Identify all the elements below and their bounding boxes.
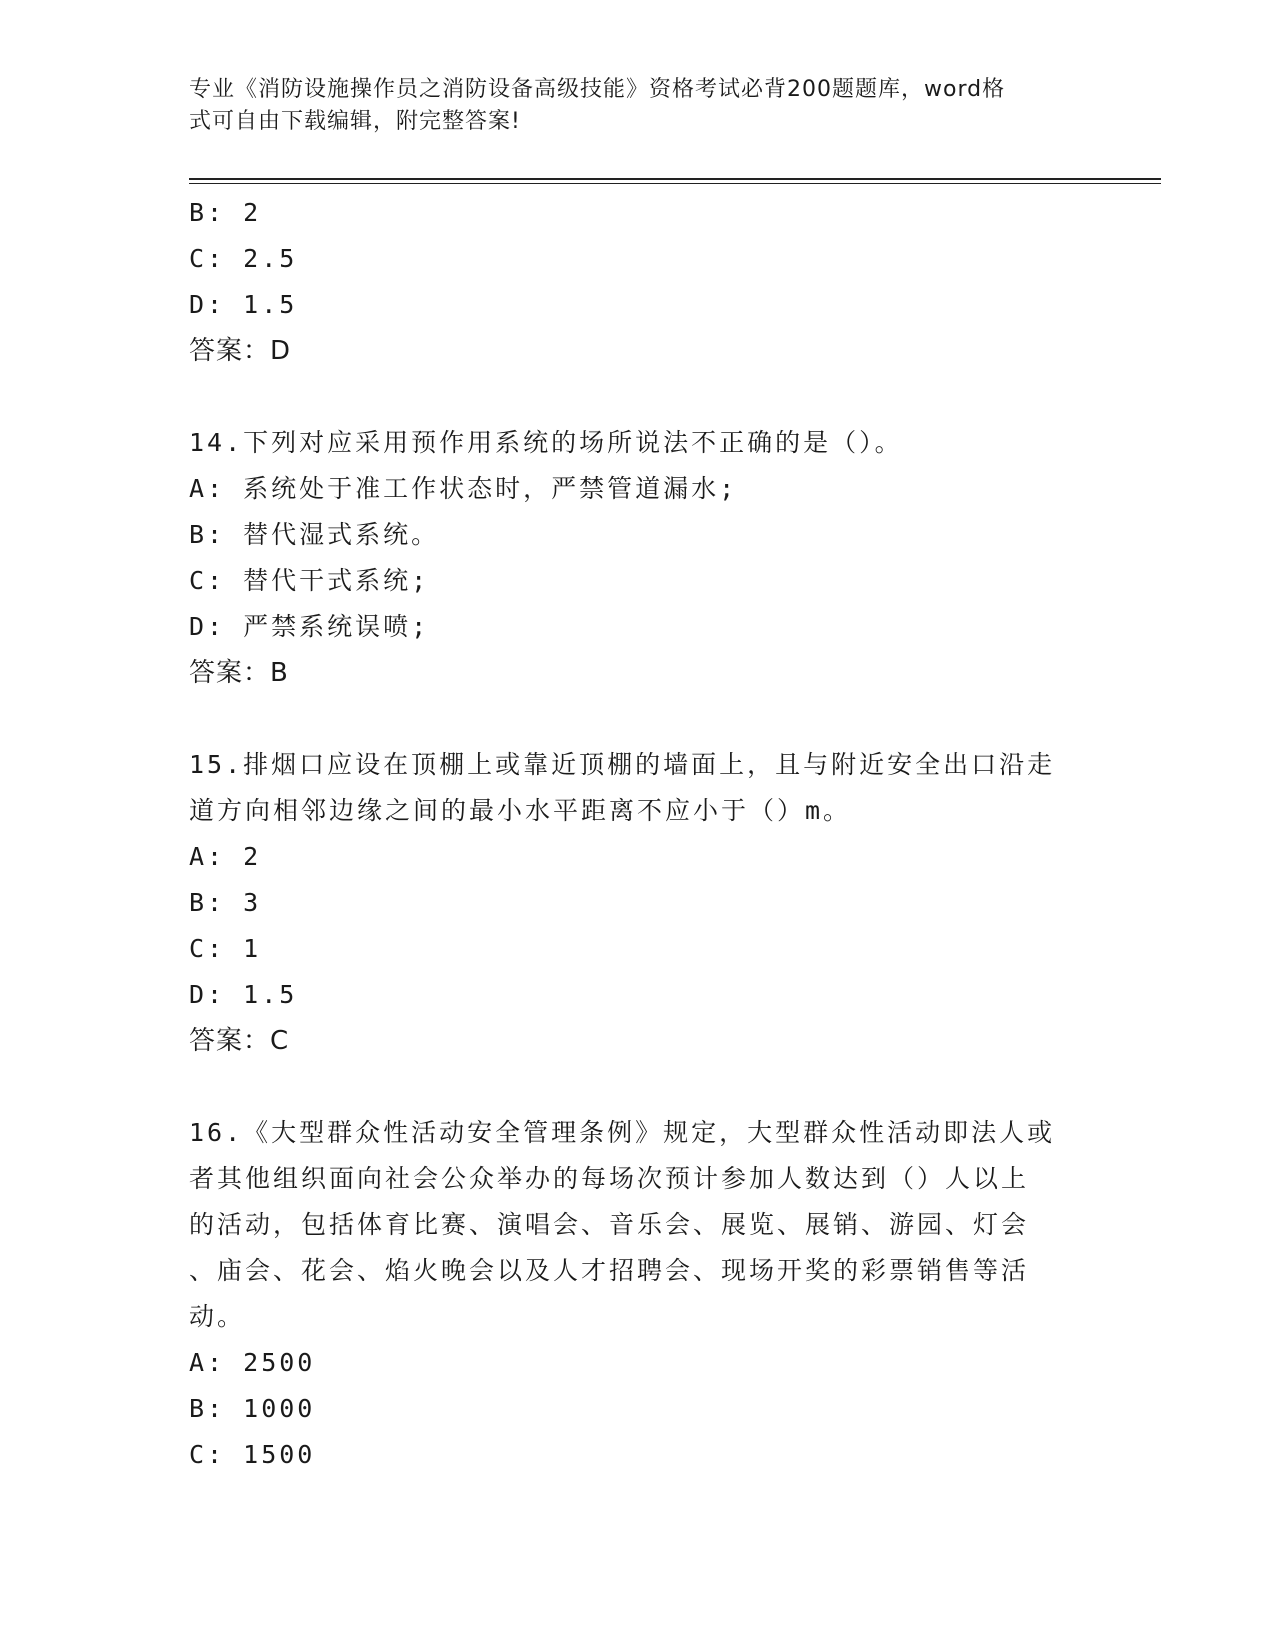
- question-stem-line-4: 、庙会、花会、焰火晚会以及人才招聘会、现场开奖的彩票销售等活: [189, 1256, 1030, 1285]
- option-b: B: 替代湿式系统。: [189, 520, 440, 549]
- option-c: C: 1500: [189, 1440, 316, 1469]
- question-16: [189, 1110, 1089, 1478]
- question-stem-line-1: 16.《大型群众性活动安全管理条例》规定，大型群众性活动即法人或: [189, 1118, 1056, 1147]
- answer: 答案：C: [189, 1026, 290, 1056]
- document-body: [189, 190, 1089, 1478]
- option-c: C: 2.5: [189, 244, 298, 273]
- option-c: C: 替代干式系统;: [189, 566, 430, 595]
- header-line-2: 式可自由下载编辑，附完整答案!: [189, 109, 521, 134]
- option-a: A: 2: [189, 842, 262, 871]
- answer: 答案：D: [189, 336, 292, 366]
- question-stem-line-2: 者其他组织面向社会公众举办的每场次预计参加人数达到（）人以上: [189, 1164, 1030, 1193]
- option-c: C: 1: [189, 934, 262, 963]
- option-b: B: 1000: [189, 1394, 316, 1423]
- option-d: D: 1.5: [189, 980, 298, 1009]
- document-header: [189, 74, 1069, 138]
- option-d: D: 严禁系统误喷;: [189, 612, 430, 641]
- option-b: B: 3: [189, 888, 262, 917]
- question-stem-line-1: 15.排烟口应设在顶棚上或靠近顶棚的墙面上，且与附近安全出口沿走: [189, 750, 1056, 779]
- header-rule-thin: [189, 183, 1161, 184]
- header-rule-thick: [189, 178, 1161, 180]
- option-a: A: 系统处于准工作状态时，严禁管道漏水;: [189, 474, 738, 503]
- question-stem-line-3: 的活动，包括体育比赛、演唱会、音乐会、展览、展销、游园、灯会: [189, 1210, 1030, 1239]
- option-d: D: 1.5: [189, 290, 298, 319]
- question-14: [189, 420, 1089, 696]
- answer: 答案：B: [189, 658, 289, 688]
- option-b: B: 2: [189, 198, 262, 227]
- prev-question-tail: [189, 190, 1089, 374]
- question-stem-line-2: 道方向相邻边缘之间的最小水平距离不应小于（）m。: [189, 796, 852, 825]
- question-15: [189, 742, 1089, 1064]
- header-line-1: 专业《消防设施操作员之消防设备高级技能》资格考试必背200题题库，word格: [189, 77, 1006, 102]
- option-a: A: 2500: [189, 1348, 316, 1377]
- question-stem: 14.下列对应采用预作用系统的场所说法不正确的是（）。: [189, 428, 903, 457]
- question-stem-line-5: 动。: [189, 1302, 246, 1331]
